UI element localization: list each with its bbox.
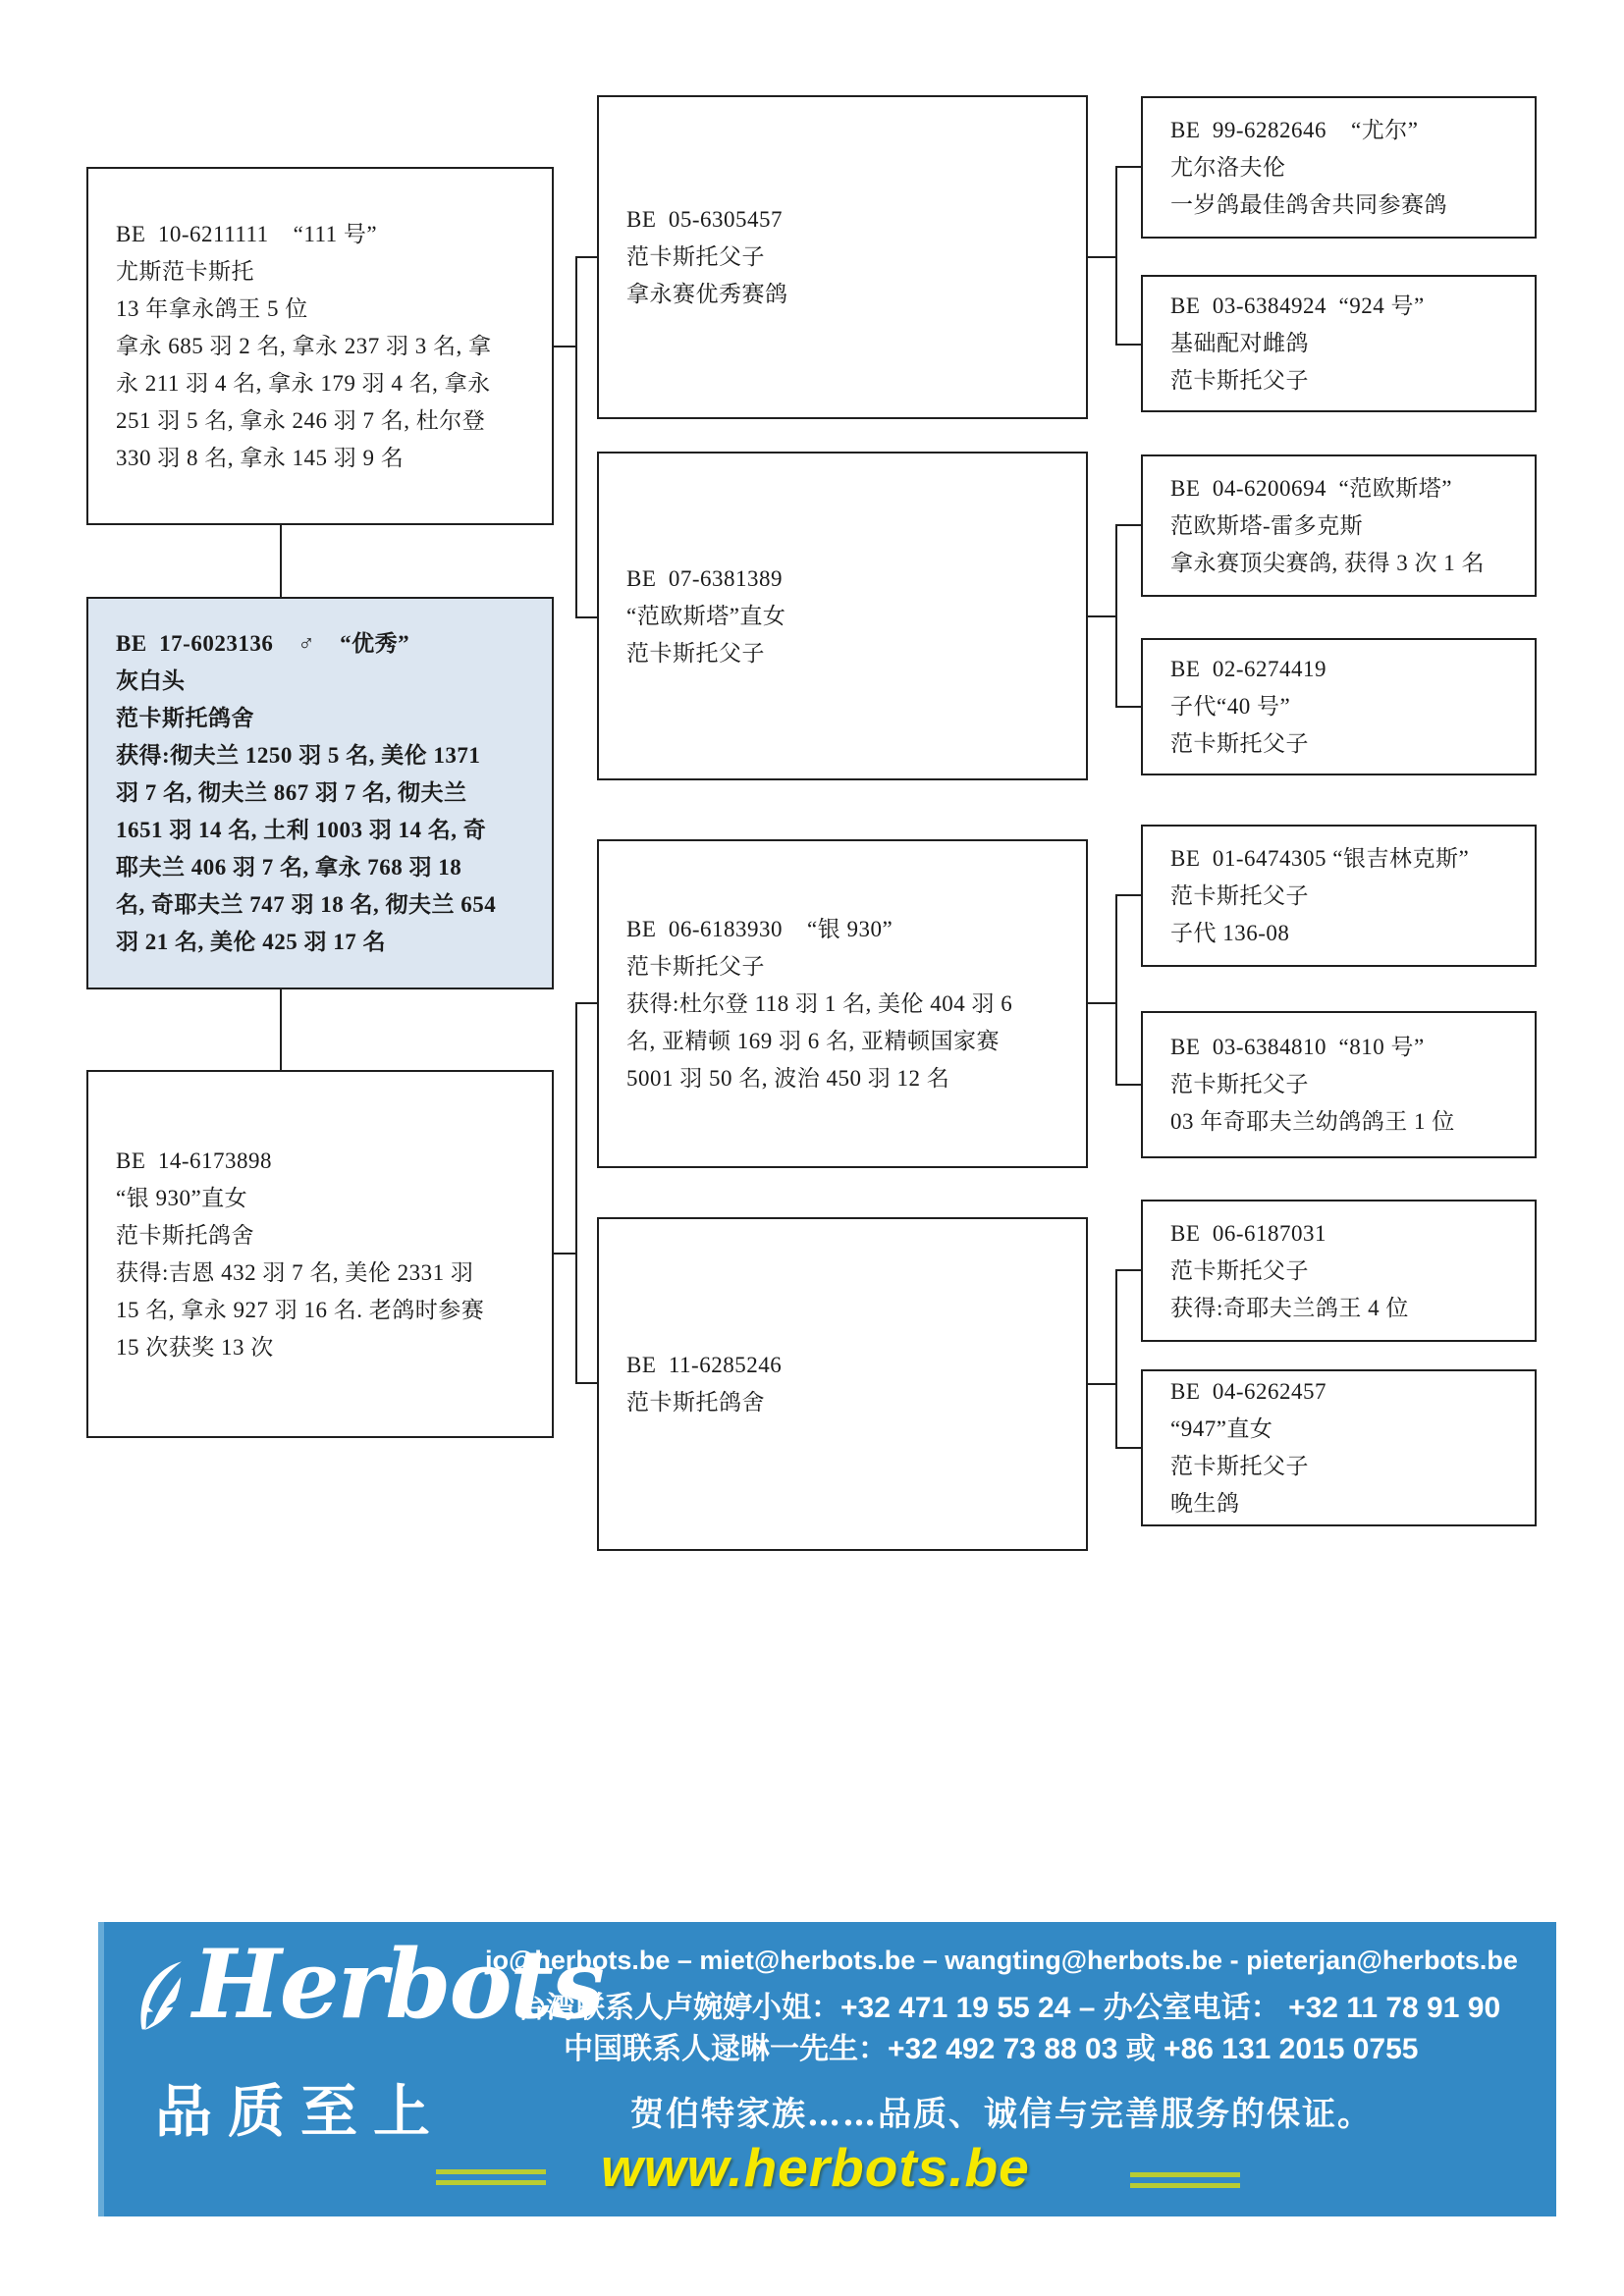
- text-line: 基础配对雌鸽: [1170, 331, 1309, 355]
- connector-line: [1115, 894, 1141, 896]
- text-line: 永 211 羽 4 名, 拿永 179 羽 4 名, 拿永: [116, 370, 491, 396]
- text-line: BE 06-6183930 “银 930”: [626, 916, 893, 941]
- pedigree-box-dam: [86, 1070, 554, 1438]
- banner-emails: jo@herbots.be – miet@herbots.be – wangting@herbots.be - pieterjan@herbots.be: [485, 1946, 1518, 1975]
- logo-wordmark: Herbots: [192, 1929, 603, 2040]
- text-line: 15 次获奖 13 次: [116, 1334, 274, 1360]
- pedigree-box-greatgrandparent-8: [1141, 1369, 1537, 1526]
- connector-line: [575, 1382, 597, 1384]
- text-line: 范卡斯托鸽舍: [116, 706, 254, 730]
- text-line: BE 99-6282646 “尤尔”: [1170, 117, 1419, 142]
- connector-line: [575, 1002, 597, 1004]
- pedigree-box-grandsire-1: [597, 95, 1088, 419]
- connector-line: [1115, 1269, 1141, 1271]
- text-line: BE 02-6274419: [1170, 657, 1327, 681]
- pedigree-box-granddam-1: [597, 452, 1088, 780]
- text-line: 范卡斯托父子: [1170, 882, 1309, 908]
- text-line: 范卡斯托父子: [1170, 1072, 1309, 1096]
- pedigree-box-grandsire-2: [597, 839, 1088, 1168]
- text-line: 范卡斯托父子: [1170, 1454, 1309, 1478]
- pedigree-box-greatgrandparent-2: [1141, 275, 1537, 412]
- banner-contact-taiwan: 台湾联系人卢婉婷小姐：+32 471 19 55 24 – 办公室电话： +32 11 78 91 90: [516, 1992, 1501, 2024]
- pedigree-box-greatgrandparent-3: [1141, 454, 1537, 597]
- text-line: 251 羽 5 名, 拿永 246 羽 7 名, 杜尔登: [116, 407, 486, 433]
- pedigree-box-greatgrandparent-5: [1141, 825, 1537, 967]
- text-line: 330 羽 8 名, 拿永 145 羽 9 名: [116, 445, 405, 470]
- text-line: 范卡斯托父子: [626, 640, 765, 666]
- text-line: BE 05-6305457: [626, 207, 784, 232]
- connector-line: [1115, 166, 1141, 168]
- text-line: BE 17-6023136 ♂ “优秀”: [116, 631, 410, 656]
- text-line: BE 01-6474305 “银吉林克斯”: [1170, 845, 1470, 871]
- connector-line: [1115, 706, 1141, 708]
- text-line: 灰白头: [116, 668, 186, 693]
- text-line: BE 11-6285246: [626, 1353, 783, 1377]
- text-line: 范卡斯托鸽舍: [626, 1390, 765, 1415]
- banner-website: www.herbots.be: [601, 2137, 1030, 2198]
- text-line: 拿永赛顶尖赛鸽, 获得 3 次 1 名: [1170, 550, 1485, 575]
- text-line: 5001 羽 50 名, 波治 450 羽 12 名: [626, 1065, 950, 1091]
- logo-tagline: 品质至上: [155, 2078, 447, 2145]
- connector-line: [575, 257, 577, 618]
- text-line: BE 03-6384810 “810 号”: [1170, 1035, 1425, 1059]
- text-line: 范卡斯托父子: [1170, 368, 1309, 393]
- connector-line: [1088, 615, 1115, 617]
- text-line: 范卡斯托父子: [626, 953, 765, 979]
- connector-line: [1115, 1084, 1141, 1086]
- decorative-double-line: [1130, 2172, 1240, 2194]
- decorative-double-line: [436, 2169, 546, 2191]
- text-line: 范卡斯托父子: [626, 244, 765, 269]
- text-line: 羽 7 名, 彻夫兰 867 羽 7 名, 彻夫兰: [116, 780, 467, 805]
- text-line: BE 04-6262457: [1170, 1379, 1327, 1404]
- text-line: “范欧斯塔”直女: [626, 603, 786, 628]
- text-line: 名, 亚精顿 169 羽 6 名, 亚精顿国家赛: [626, 1028, 1000, 1053]
- text-line: 晚生鸽: [1170, 1491, 1240, 1516]
- text-line: BE 04-6200694 “范欧斯塔”: [1170, 475, 1452, 501]
- pedigree-box-sire: [86, 167, 554, 525]
- text-line: BE 07-6381389: [626, 565, 784, 591]
- text-line: 范卡斯托鸽舍: [116, 1222, 254, 1248]
- text-line: 一岁鸽最佳鸽舍共同参赛鸽: [1170, 191, 1447, 217]
- pedigree-box-greatgrandparent-6: [1141, 1011, 1537, 1158]
- connector-line: [1115, 167, 1117, 346]
- text-line: BE 14-6173898: [116, 1148, 273, 1173]
- text-line: 1651 羽 14 名, 土利 1003 羽 14 名, 奇: [116, 818, 487, 842]
- text-line: 范欧斯塔-雷多克斯: [1170, 512, 1364, 538]
- pedigree-box-subject: [86, 597, 554, 989]
- text-line: “银 930”直女: [116, 1185, 248, 1210]
- connector-line: [1115, 1447, 1141, 1449]
- text-line: 获得:奇耶夫兰鸽王 4 位: [1170, 1295, 1409, 1320]
- text-line: 范卡斯托父子: [1170, 1257, 1309, 1283]
- text-line: 拿永赛优秀赛鸽: [626, 282, 788, 306]
- pedigree-box-greatgrandparent-1: [1141, 96, 1537, 239]
- connector-line: [1088, 1383, 1115, 1385]
- text-line: 耶夫兰 406 羽 7 名, 拿永 768 羽 18: [116, 855, 462, 880]
- pedigree-box-granddam-2: [597, 1217, 1088, 1551]
- text-line: 子代 136-08: [1170, 920, 1290, 945]
- text-line: 尤斯范卡斯托: [116, 258, 254, 284]
- text-line: 15 名, 拿永 927 羽 16 名. 老鸽时参赛: [116, 1297, 485, 1322]
- connector-line: [575, 1003, 577, 1384]
- text-line: 获得:吉恩 432 羽 7 名, 美伦 2331 羽: [116, 1259, 474, 1285]
- text-line: 子代“40 号”: [1170, 694, 1291, 719]
- connector-line: [554, 346, 577, 347]
- banner-contact-china: 中国联系人逯晽一先生：+32 492 73 88 03 或 +86 131 2015 0755: [564, 2033, 1419, 2065]
- text-line: 03 年奇耶夫兰幼鸽鸽王 1 位: [1170, 1109, 1455, 1134]
- text-line: BE 03-6384924 “924 号”: [1170, 294, 1425, 318]
- pedigree-box-greatgrandparent-4: [1141, 638, 1537, 775]
- connector-line: [1115, 1270, 1117, 1449]
- text-line: 13 年拿永鸽王 5 位: [116, 295, 308, 321]
- banner-slogan: 贺伯特家族……品质、诚信与完善服务的保证。: [630, 2095, 1373, 2134]
- connector-line: [280, 989, 282, 1070]
- text-line: 尤尔洛夫伦: [1170, 154, 1286, 180]
- text-line: BE 06-6187031: [1170, 1220, 1327, 1246]
- connector-line: [1088, 1002, 1115, 1004]
- connector-line: [1115, 895, 1117, 1086]
- text-line: 获得:彻夫兰 1250 羽 5 名, 美伦 1371: [116, 743, 481, 768]
- text-line: 拿永 685 羽 2 名, 拿永 237 羽 3 名, 拿: [116, 333, 492, 358]
- text-line: “947”直女: [1170, 1416, 1273, 1441]
- text-line: 范卡斯托父子: [1170, 731, 1309, 756]
- text-line: 羽 21 名, 美伦 425 羽 17 名: [116, 930, 386, 954]
- connector-line: [280, 525, 282, 597]
- connector-line: [1115, 344, 1141, 346]
- text-line: 获得:杜尔登 118 羽 1 名, 美伦 404 羽 6: [626, 990, 1013, 1016]
- text-line: BE 10-6211111 “111 号”: [116, 221, 378, 246]
- text-line: 名, 奇耶夫兰 747 羽 18 名, 彻夫兰 654: [116, 892, 497, 917]
- connector-line: [1115, 524, 1141, 526]
- connector-line: [575, 256, 597, 258]
- promo-banner: [98, 1922, 1556, 2216]
- connector-line: [1088, 256, 1115, 258]
- connector-line: [554, 1253, 577, 1255]
- connector-line: [1115, 525, 1117, 708]
- pedigree-box-greatgrandparent-7: [1141, 1200, 1537, 1342]
- connector-line: [575, 616, 597, 618]
